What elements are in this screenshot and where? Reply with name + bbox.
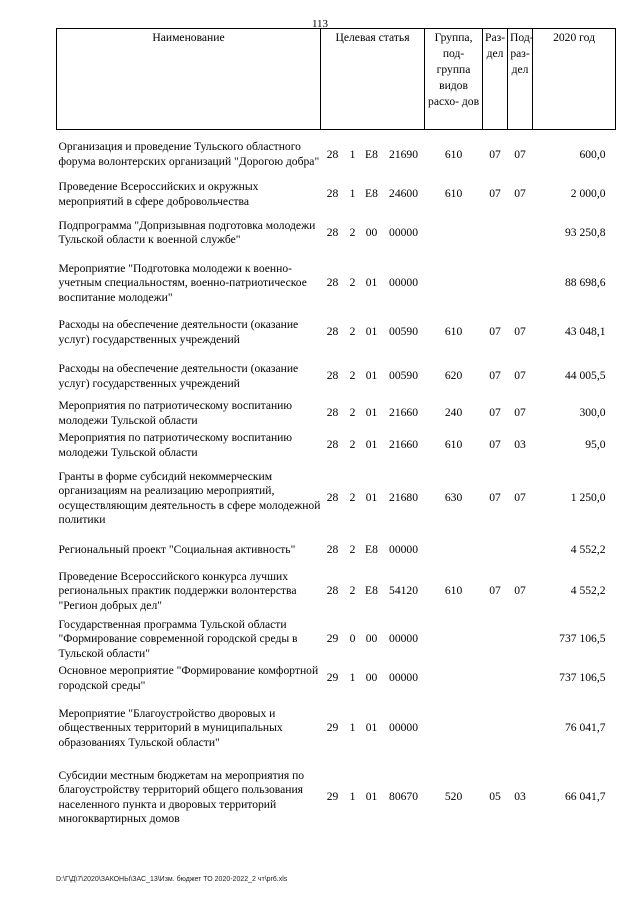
- cell-subsection: 07: [514, 147, 526, 161]
- code-direction: 00590: [389, 325, 419, 339]
- cell-expense-group: 240: [444, 406, 463, 420]
- code-program: 28: [326, 584, 339, 598]
- code-subprogram: 2: [349, 325, 356, 339]
- cell-expense-group: [425, 663, 483, 695]
- code-program: 28: [326, 491, 339, 505]
- cell-expense-group: 610: [444, 147, 463, 161]
- code-subprogram: 2: [349, 276, 356, 290]
- code-program: 28: [326, 325, 339, 339]
- cell-subsection: 07: [514, 325, 526, 339]
- code-direction: 80670: [389, 790, 419, 804]
- code-program: 29: [326, 721, 339, 735]
- code-measure: E8: [365, 543, 378, 557]
- table-row: [57, 695, 616, 763]
- table-cell-name: Гранты в форме субсидий некоммерческим организациям на реализацию мероприятий, осуществляющим деятельность в сфере молодежной политики: [58, 469, 321, 526]
- table-cell-name: Мероприятие "Благоустройство дворовых и общественных территорий в муниципальных образованиях Тульской области": [58, 706, 283, 749]
- cell-amount-2020: 44 005,5: [564, 369, 606, 383]
- code-direction: 21660: [389, 406, 419, 420]
- code-measure: 01: [365, 790, 378, 804]
- code-measure: 00: [365, 632, 378, 646]
- code-program: 29: [326, 632, 339, 646]
- page-number: 113: [311, 18, 329, 30]
- code-program: 28: [326, 543, 339, 557]
- code-measure: 01: [365, 406, 378, 420]
- cell-subsection: [508, 695, 533, 763]
- code-program: 29: [326, 671, 339, 685]
- cell-amount-2020: 66 041,7: [564, 790, 606, 804]
- cell-subsection: 03: [514, 438, 526, 452]
- cell-amount-2020: 93 250,8: [564, 225, 606, 239]
- cell-expense-group: [425, 257, 483, 311]
- code-subprogram: 2: [349, 438, 356, 452]
- code-subprogram: 2: [349, 584, 356, 598]
- cell-expense-group: [425, 210, 483, 257]
- table-cell-name: Мероприятия по патриотическому воспитанию молодежи Тульской области: [58, 399, 293, 427]
- code-direction: 00000: [389, 632, 419, 646]
- cell-subsection: [508, 210, 533, 257]
- cell-subsection: 07: [514, 584, 526, 598]
- header-target-article: Целевая статья: [321, 29, 425, 130]
- cell-subsection: 07: [514, 187, 526, 201]
- table-cell-name: Региональный проект "Социальная активность": [58, 543, 296, 557]
- code-measure: 01: [365, 369, 378, 383]
- cell-section: [483, 663, 508, 695]
- cell-amount-2020: 2 000,0: [570, 187, 606, 201]
- cell-subsection: [508, 257, 533, 311]
- code-program: 28: [326, 147, 339, 161]
- code-subprogram: 2: [349, 369, 356, 383]
- cell-section: 05: [489, 790, 501, 804]
- header-section: Раз- дел: [483, 29, 508, 130]
- table-cell-name: Организация и проведение Тульского областного форума волонтерских организаций "Дорогою добра": [58, 140, 320, 168]
- code-direction: 00000: [389, 225, 419, 239]
- cell-subsection: [508, 535, 533, 567]
- cell-section: 07: [489, 584, 501, 598]
- table-row: [57, 617, 616, 663]
- cell-amount-2020: 95,0: [585, 438, 606, 452]
- cell-subsection: 07: [514, 406, 526, 420]
- cell-section: 07: [489, 187, 501, 201]
- cell-amount-2020: 737 106,5: [559, 632, 606, 646]
- file-path-footer: D:\Г\Д\7\2020\ЗАКОНЫ\ЗАС_13\Изм. бюджет ТО 2020-2022_2 чт\pr6.xls: [56, 876, 288, 883]
- code-subprogram: 0: [349, 632, 356, 646]
- cell-expense-group: 620: [444, 369, 463, 383]
- code-subprogram: 2: [349, 406, 356, 420]
- cell-amount-2020: 43 048,1: [564, 325, 606, 339]
- cell-amount-2020: 4 552,2: [570, 543, 606, 557]
- table-row: [57, 311, 616, 355]
- cell-section: 07: [489, 147, 501, 161]
- code-measure: 01: [365, 491, 378, 505]
- cell-expense-group: 630: [444, 491, 463, 505]
- table-cell-name: Субсидии местным бюджетам на мероприятия по благоустройству территорий общего пользования населенного пункта и дворовых территорий многоквартирных домов: [58, 768, 305, 825]
- code-measure: 01: [365, 276, 378, 290]
- code-subprogram: 1: [349, 671, 356, 685]
- cell-section: [483, 617, 508, 663]
- budget-table: [56, 28, 616, 833]
- code-measure: E8: [365, 147, 378, 161]
- table-row: [57, 429, 616, 463]
- table-cell-name: Основное мероприятие "Формирование комфортной городской среды": [58, 664, 319, 692]
- header-subsection: Под- раз- дел: [508, 29, 533, 130]
- header-group: Группа, под- группа видов расхо- дов: [425, 29, 483, 130]
- code-subprogram: 2: [349, 225, 356, 239]
- code-program: 29: [326, 790, 339, 804]
- code-program: 28: [326, 187, 339, 201]
- cell-expense-group: [425, 695, 483, 763]
- cell-expense-group: 610: [444, 584, 463, 598]
- header-row: [57, 29, 616, 130]
- cell-subsection: 07: [514, 369, 526, 383]
- cell-amount-2020: 4 552,2: [570, 584, 606, 598]
- header-year: 2020 год: [533, 29, 616, 130]
- code-direction: 00000: [389, 721, 419, 735]
- code-measure: 00: [365, 671, 378, 685]
- code-program: 28: [326, 225, 339, 239]
- code-direction: 00000: [389, 543, 419, 557]
- cell-expense-group: [425, 617, 483, 663]
- table-row: [57, 355, 616, 399]
- code-measure: 01: [365, 325, 378, 339]
- header-name: Наименование: [57, 29, 321, 130]
- table-cell-name: Проведение Всероссийских и окружных мероприятий в сфере добровольчества: [58, 180, 259, 208]
- code-direction: 54120: [389, 584, 419, 598]
- table-cell-name: Расходы на обеспечение деятельности (оказание услуг) государственных учреждений: [58, 318, 299, 346]
- cell-amount-2020: 1 250,0: [570, 491, 606, 505]
- cell-section: [483, 535, 508, 567]
- cell-section: 07: [489, 406, 501, 420]
- code-direction: 21680: [389, 491, 419, 505]
- cell-expense-group: 610: [444, 325, 463, 339]
- table-row: [57, 210, 616, 257]
- code-program: 28: [326, 438, 339, 452]
- cell-amount-2020: 88 698,6: [564, 276, 606, 290]
- code-direction: 24600: [389, 187, 419, 201]
- code-program: 28: [326, 369, 339, 383]
- table-cell-name: Мероприятие "Подготовка молодежи к военно-учетным специальностям, военно-патриотическое воспитание молодежи": [58, 261, 307, 304]
- cell-section: [483, 257, 508, 311]
- code-subprogram: 1: [349, 147, 356, 161]
- table-row: [57, 180, 616, 210]
- cell-amount-2020: 76 041,7: [564, 721, 606, 735]
- table-row: [57, 463, 616, 535]
- cell-subsection: 03: [514, 790, 526, 804]
- cell-section: [483, 695, 508, 763]
- table-row: [57, 763, 616, 833]
- cell-section: 07: [489, 325, 501, 339]
- code-measure: E8: [365, 584, 378, 598]
- cell-subsection: 07: [514, 491, 526, 505]
- cell-amount-2020: 737 106,5: [559, 671, 606, 685]
- cell-section: 07: [489, 369, 501, 383]
- code-direction: 00000: [389, 671, 419, 685]
- table-row: [57, 257, 616, 311]
- table-cell-name: Мероприятия по патриотическому воспитанию молодежи Тульской области: [58, 431, 293, 459]
- code-direction: 21690: [389, 147, 419, 161]
- code-program: 28: [326, 276, 339, 290]
- cell-subsection: [508, 617, 533, 663]
- table-row: [57, 567, 616, 617]
- code-subprogram: 1: [349, 721, 356, 735]
- table-row: [57, 130, 616, 180]
- code-direction: 21660: [389, 438, 419, 452]
- code-measure: 00: [365, 225, 378, 239]
- cell-section: 07: [489, 438, 501, 452]
- cell-expense-group: 610: [444, 438, 463, 452]
- code-subprogram: 1: [349, 187, 356, 201]
- table-cell-name: Государственная программа Тульской области "Формирование современной городской среды в Тульской области": [58, 617, 298, 660]
- cell-section: 07: [489, 491, 501, 505]
- code-program: 28: [326, 406, 339, 420]
- code-measure: E8: [365, 187, 378, 201]
- code-measure: 01: [365, 721, 378, 735]
- code-direction: 00590: [389, 369, 419, 383]
- cell-amount-2020: 600,0: [579, 147, 606, 161]
- code-subprogram: 1: [349, 790, 356, 804]
- table-row: [57, 535, 616, 567]
- table-cell-name: Подпрограмма "Допризывная подготовка молодежи Тульской области к военной службе": [58, 218, 316, 246]
- code-measure: 01: [365, 438, 378, 452]
- cell-expense-group: [425, 535, 483, 567]
- table-cell-name: Проведение Всероссийского конкурса лучших региональных практик поддержки волонтерства "Регион добрых дел": [58, 569, 297, 612]
- table-row: [57, 663, 616, 695]
- code-subprogram: 2: [349, 491, 356, 505]
- cell-subsection: [508, 663, 533, 695]
- table-body: [57, 130, 616, 833]
- cell-section: [483, 210, 508, 257]
- cell-amount-2020: 300,0: [579, 406, 606, 420]
- code-direction: 00000: [389, 276, 419, 290]
- cell-expense-group: 520: [444, 790, 463, 804]
- table-row: [57, 399, 616, 429]
- code-subprogram: 2: [349, 543, 356, 557]
- table-cell-name: Расходы на обеспечение деятельности (оказание услуг) государственных учреждений: [58, 362, 299, 390]
- cell-expense-group: 610: [444, 187, 463, 201]
